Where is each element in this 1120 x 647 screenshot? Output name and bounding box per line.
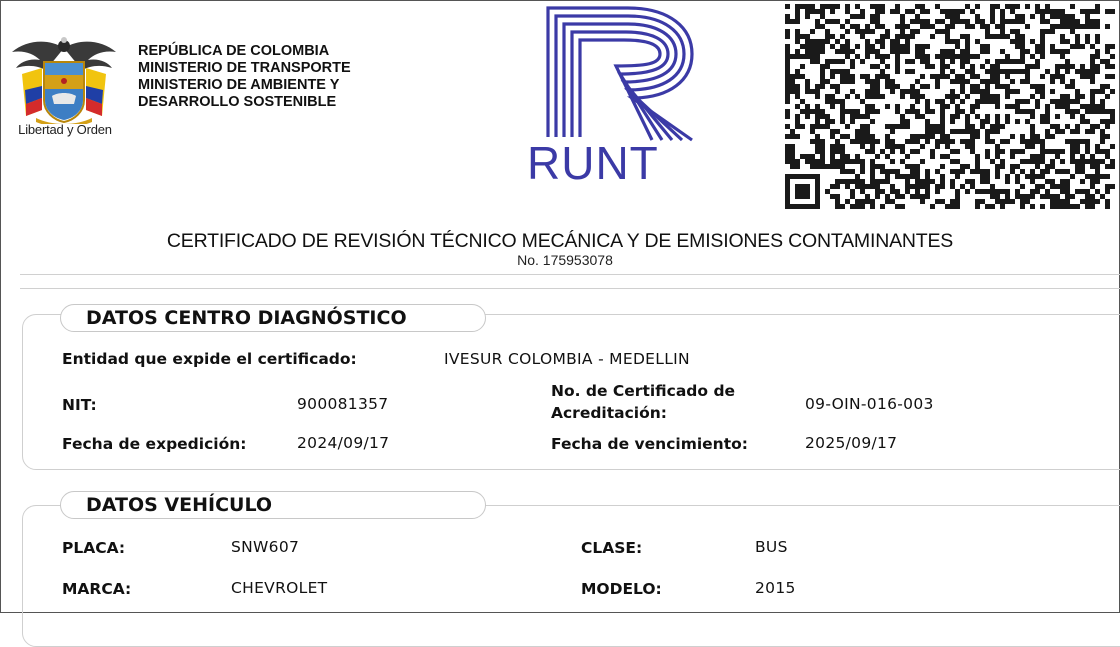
issue-date-value: 2024/09/17 [297, 434, 390, 452]
issuer-value: IVESUR COLOMBIA - MEDELLIN [444, 350, 690, 368]
plate-label: PLACA: [62, 539, 126, 557]
vehicle-section [22, 505, 1120, 647]
government-line: MINISTERIO DE AMBIENTE Y [138, 77, 340, 93]
divider [20, 274, 1120, 275]
expiry-date-value: 2025/09/17 [805, 434, 898, 452]
plate-value: SNW607 [231, 538, 300, 556]
certificate-number: No. 175953078 [517, 252, 613, 268]
diagnostic-center-title: DATOS CENTRO DIAGNÓSTICO [86, 307, 407, 329]
issue-date-label: Fecha de expedición: [62, 435, 247, 453]
accreditation-value: 09-OIN-016-003 [805, 395, 934, 413]
runt-logo-mark [520, 2, 720, 146]
expiry-date-label: Fecha de vencimiento: [551, 435, 748, 453]
qr-code [785, 4, 1115, 216]
class-value: BUS [755, 538, 788, 556]
government-line: REPÚBLICA DE COLOMBIA [138, 43, 330, 59]
certificate-title: CERTIFICADO DE REVISIÓN TÉCNICO MECÁNICA Y DE EMISIONES CONTAMINANTES [166, 230, 954, 252]
accreditation-label-line: No. de Certificado de [551, 382, 736, 400]
coat-of-arms-motto: Libertad y Orden [18, 122, 112, 137]
brand-label: MARCA: [62, 580, 132, 598]
divider [20, 288, 1120, 289]
vehicle-title: DATOS VEHÍCULO [86, 494, 273, 516]
accreditation-label-line: Acreditación: [551, 404, 668, 422]
accreditation-label [551, 380, 735, 424]
nit-label: NIT: [62, 396, 97, 414]
issuer-label: Entidad que expide el certificado: [62, 350, 357, 368]
runt-logo-text: RUNT [527, 137, 659, 189]
model-value: 2015 [755, 579, 796, 597]
model-label: MODELO: [581, 580, 662, 598]
government-line: MINISTERIO DE TRANSPORTE [138, 60, 351, 76]
government-heading [138, 43, 351, 111]
brand-value: CHEVROLET [231, 579, 328, 597]
class-label: CLASE: [581, 539, 643, 557]
nit-value: 900081357 [297, 395, 389, 413]
government-line: DESARROLLO SOSTENIBLE [138, 94, 337, 110]
